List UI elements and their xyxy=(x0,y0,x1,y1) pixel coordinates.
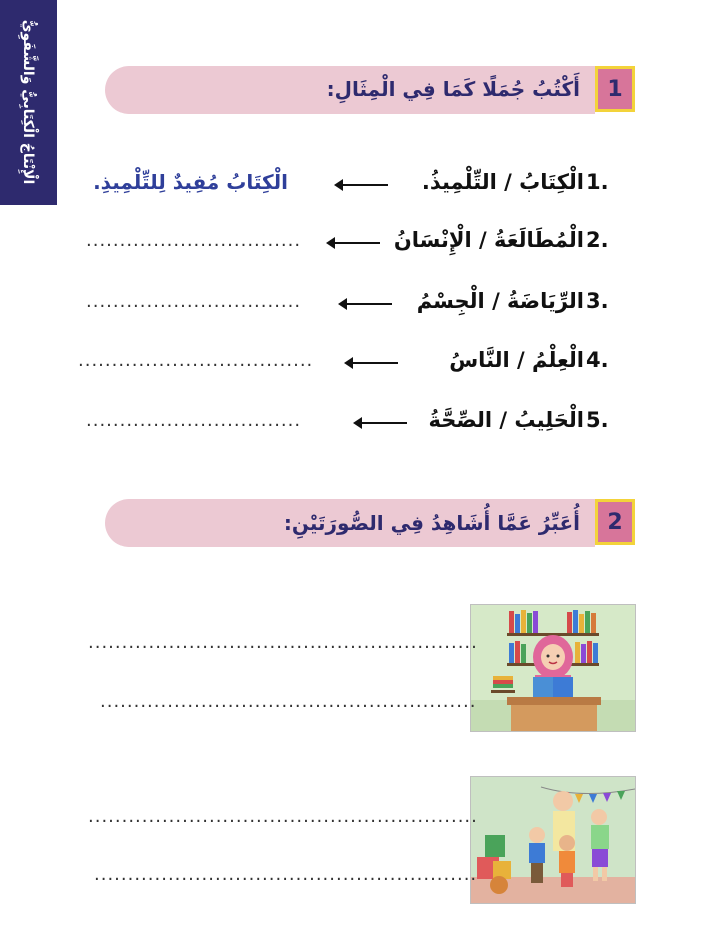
section-2-title: أُعَبِّرُ عَمَّا أُشَاهِدُ فِي الصُّورَتَيْنِ: xyxy=(283,511,580,535)
example-answer: الْكِتَابُ مُفِيدٌ لِلتِّلْمِيذِ. xyxy=(93,170,288,194)
row-prompt: الْكِتَابُ / التِّلْمِيذُ. xyxy=(421,170,584,194)
exercise-row-1 xyxy=(0,166,720,206)
arrow-icon xyxy=(346,362,398,364)
row-number: 4. xyxy=(586,348,609,372)
exercise-row-2 xyxy=(0,224,720,264)
exercise-row-3 xyxy=(0,285,720,325)
arrow-icon xyxy=(355,422,407,424)
row-prompt: الْحَلِيبُ / الصِّحَّةُ xyxy=(428,408,584,432)
arrow-icon xyxy=(340,303,392,305)
writing-line-3[interactable]: .......................................................... xyxy=(88,806,478,827)
row-prompt: الْمُطَالَعَةُ / الْإِنْسَانُ xyxy=(393,228,584,252)
answer-blank[interactable]: ................................ xyxy=(86,291,302,312)
kids-party-image xyxy=(470,776,636,904)
section-1-number: 1 xyxy=(595,66,635,112)
row-number: 1. xyxy=(586,170,609,194)
exercise-row-4 xyxy=(0,344,720,384)
answer-blank[interactable]: ................................ xyxy=(86,410,302,431)
writing-line-4[interactable]: ......................................................... xyxy=(94,864,478,885)
writing-line-2[interactable]: ........................................................ xyxy=(100,691,477,712)
section-2-number: 2 xyxy=(595,499,635,545)
answer-blank[interactable]: ................................... xyxy=(78,350,314,371)
answer-blank[interactable]: ................................ xyxy=(86,230,302,251)
section-1-title: أَكْتُبُ جُمَلًا كَمَا فِي الْمِثَالِ: xyxy=(326,77,580,101)
row-prompt: الْعِلْمُ / النَّاسُ xyxy=(449,348,584,372)
writing-line-1[interactable]: .......................................................... xyxy=(88,632,478,653)
exercise-row-5 xyxy=(0,404,720,444)
row-prompt: الرِّيَاضَةُ / الْجِسْمُ xyxy=(416,289,584,313)
row-number: 2. xyxy=(586,228,609,252)
row-number: 5. xyxy=(586,408,609,432)
arrow-icon xyxy=(336,184,388,186)
side-tab-label: الْإِنْتَاجُ الْكِتَابِيُّ وَالشَّفَوِيُّ xyxy=(20,19,36,185)
row-number: 3. xyxy=(586,289,609,313)
arrow-icon xyxy=(328,242,380,244)
reading-girl-image xyxy=(470,604,636,732)
